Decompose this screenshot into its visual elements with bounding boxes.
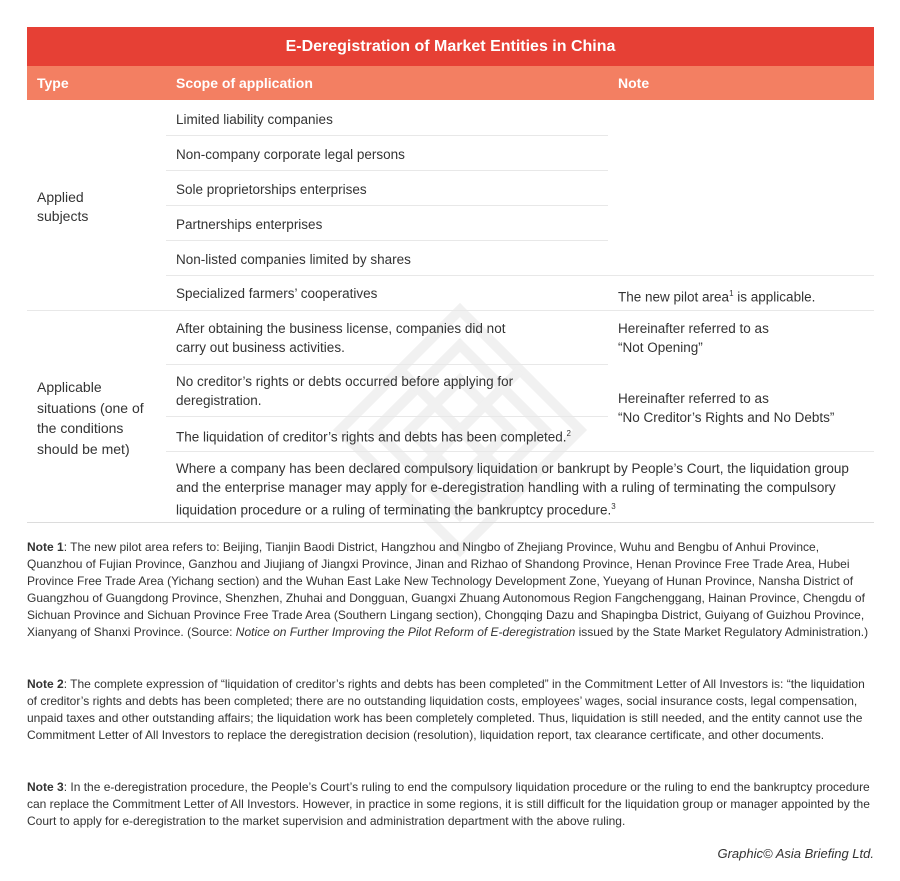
- footnote-text: issued by the State Market Regulatory Administration.): [575, 625, 869, 639]
- note-text: is applicable.: [733, 289, 816, 305]
- table-title-text: E-Deregistration of Market Entities in China: [285, 37, 616, 55]
- footnote-text: : The complete expression of “liquidation of creditor’s rights and debts has been completed” in the Commitment Letter of All Investors is: “the liquidation of creditor’s rights and debts has been completed; there are no outstanding liquidation costs, employees’ wages, social insurance costs, legal compensation, unpaid taxes and other outstanding affairs; the liquidation work has been completely completed. Thus, liquidation is still needed, and the entity cannot use the Commitment Letter of All Investors to replace the deregistration decision (resolution), liquidation report, tax clearance certificate, and other documents.: [27, 677, 865, 742]
- type-applicable-situations: [37, 377, 144, 459]
- footnote-ref: 1: [729, 289, 734, 298]
- scope-line: No creditor’s rights or debts occurred before applying for: [176, 374, 514, 389]
- table-header-row: [27, 66, 874, 100]
- scope-row: Sole proprietorships enterprises: [176, 182, 367, 197]
- scope-line: After obtaining the business license, companies did not: [176, 321, 506, 336]
- type-line: should be met): [37, 440, 130, 457]
- row-divider: [166, 240, 608, 241]
- note-no-debts: [618, 389, 834, 427]
- row-divider: [166, 364, 608, 365]
- footnote-label: Note 3: [27, 780, 64, 794]
- note-line: Hereinafter referred to as: [618, 391, 769, 406]
- graphic-credit: Graphic© Asia Briefing Ltd.: [717, 846, 874, 861]
- row-divider: [166, 451, 874, 452]
- footnote-1: [27, 539, 875, 641]
- type-line: situations (one of: [37, 399, 144, 416]
- note-line: Hereinafter referred to as: [618, 321, 769, 336]
- footnote-2: [27, 676, 875, 744]
- scope-row: Non-listed companies limited by shares: [176, 252, 411, 267]
- type-line: Applied: [37, 189, 84, 205]
- note-pilot-area: [618, 284, 815, 307]
- footnote-source: Notice on Further Improving the Pilot Reform of E-deregistration: [235, 625, 576, 639]
- type-line: the conditions: [37, 420, 124, 436]
- type-applied-subjects: [37, 188, 88, 226]
- scope-row: Non-company corporate legal persons: [176, 147, 405, 162]
- footnote-text: : In the e-deregistration procedure, the People’s Court’s ruling to end the compulsory liquidation procedure or the ruling to end the bankruptcy procedure can replace the Commitment Letter of All Investors. However, in practice in some regions, it is still difficult for the liquidation group or manager appointed by the Court to apply for e-deregistration to the market supervision and administration department with the above ruling.: [27, 780, 870, 828]
- footnote-3: [27, 779, 875, 830]
- note-text: The new pilot area: [618, 289, 730, 305]
- scope-line: liquidation procedure or a ruling of terminating the bankruptcy procedure.: [176, 502, 612, 518]
- footnote-label: Note 2: [27, 677, 64, 691]
- type-line: subjects: [37, 208, 89, 224]
- type-line: Applicable: [37, 379, 102, 395]
- scope-row-not-opening: [176, 319, 505, 357]
- scope-text: The liquidation of creditor’s rights and debts has been completed.: [176, 429, 567, 445]
- group-divider: [27, 310, 874, 311]
- header-note: Note: [618, 75, 650, 91]
- row-divider: [166, 275, 874, 276]
- table-title: [27, 27, 874, 66]
- scope-line: carry out business activities.: [176, 340, 345, 355]
- note-not-opening: [618, 319, 769, 357]
- footnote-label: Note 1: [27, 540, 64, 554]
- scope-row-court-ruling: [176, 459, 849, 520]
- row-divider: [166, 135, 608, 136]
- footnote-ref: 3: [611, 502, 616, 511]
- scope-line: Where a company has been declared compulsory liquidation or bankrupt by People’s Court, the liquidation group: [176, 461, 849, 476]
- row-divider: [166, 205, 608, 206]
- note-line: “No Creditor’s Rights and No Debts”: [618, 410, 835, 425]
- footnote-text: : The new pilot area refers to: Beijing, Tianjin Baodi District, Hangzhou and Ningbo of Zhejiang Province, Wuhu and Bengbu of Anhui Province, Quanzhou of Fujian Province, Ganzhou and Jiujiang of Jiangxi Province, Jinan and Rizhao of Shandong Province, Henan Province Free Trade Area, Hubei Province Free Trade Area (Yichang section) and the Wuhan East Lake New Technology Development Zone, Yueyang of Hunan Province, Nansha District of Guangzhou of Guangdong Province, Shenzhen, Zhuhai and Dongguan, Guangxi Zhuang Autonomous Region Fangchenggang, Hainan Province, Chengdu of Sichuan Province and Sichuan Province Free Trade Area (Southern Lingang section), Chongqing Dazu and Shapingba District, Guiyang of Guizhou Province, Xianyang of Shanxi Province. (Source:: [27, 540, 865, 639]
- scope-row: Specialized farmers’ cooperatives: [176, 286, 378, 301]
- note-line: “Not Opening”: [618, 340, 703, 355]
- scope-line: and the enterprise manager may apply for e-deregistration handling with a ruling of terminating the compulsory: [176, 480, 836, 495]
- scope-row-liquidation-completed: [176, 424, 571, 447]
- row-divider: [166, 416, 608, 417]
- scope-row-no-debts: [176, 372, 513, 410]
- header-type: Type: [37, 75, 69, 91]
- table-bottom-border: [27, 522, 874, 523]
- scope-row: Partnerships enterprises: [176, 217, 323, 232]
- scope-line: deregistration.: [176, 393, 262, 408]
- row-divider: [166, 170, 608, 171]
- scope-row: Limited liability companies: [176, 112, 333, 127]
- footnote-ref: 2: [566, 429, 571, 438]
- header-scope: Scope of application: [176, 75, 313, 91]
